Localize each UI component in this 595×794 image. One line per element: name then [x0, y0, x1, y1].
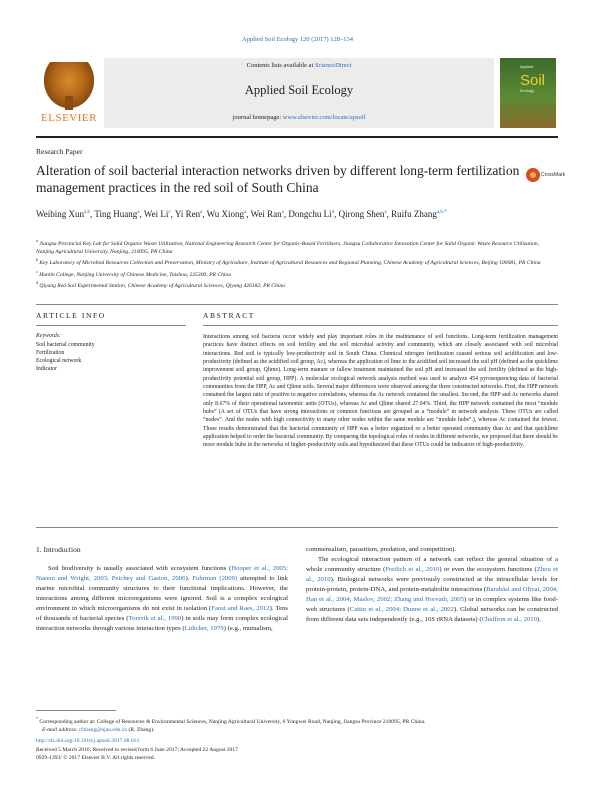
article-title: Alteration of soil bacterial interaction networks driven by different long-term fertilization management practices in the red soil of South China: [36, 163, 520, 195]
article-info-rule: [36, 325, 186, 326]
intro-paragraph: [36, 564, 288, 634]
body-text: ). Tens of thousands of bacterial species (: [36, 605, 288, 622]
intro-right-column: [306, 545, 558, 625]
cover-title: Soil: [520, 72, 546, 89]
footnote-rule: [36, 710, 116, 711]
keywords-label: Keywords:: [36, 333, 61, 339]
homepage-link[interactable]: www.elsevier.com/locate/apsoil: [282, 114, 366, 121]
intro-heading: 1. Introduction: [36, 545, 81, 554]
crossmark-badge[interactable]: [526, 166, 566, 192]
citation-link[interactable]: Faust and Raes, 2012: [211, 605, 270, 612]
corresponding-author-note: * Corresponding author at: College of Resources & Environmental Sciences, Nanjing Agricultural University, 6 Yongwei Road, Nanjing, Jiangsu Province 210095, PR China.: [36, 716, 426, 725]
abstract-heading: ABSTRACT: [203, 311, 255, 320]
keywords-list: [36, 341, 95, 373]
body-text: ) in soils may form complex ecological interaction networks through various interaction types (: [36, 615, 288, 632]
contents-line: Contents lists available at ScienceDirect: [246, 62, 352, 69]
author-list: Weibing Xun$^{a,b}$, Ting Huang$^a$, Wei Li$^c$, Yi Ren$^a$, Wu Xiong$^a$, Wei Ran$^a$, Dongchu Li$^d$, Qirong Shen$^a$, Ruifu Zhang$^{a,b,*}$: [36, 209, 447, 219]
author[interactable]: Wei Li$^c$: [143, 209, 171, 219]
cover-top-text: Applied: [520, 64, 534, 69]
author[interactable]: Weibing Xun$^{a,b}$: [36, 209, 91, 219]
journal-cover[interactable]: [500, 58, 556, 128]
sciencedirect-link[interactable]: ScienceDirect: [314, 62, 352, 69]
intro-continuation: commensalism, parasitism, predation, and competition).: [306, 546, 457, 553]
author[interactable]: Wu Xiong$^a$: [206, 209, 247, 219]
citation-link[interactable]: Cattin et al., 2004; Dunne et al., 2002: [349, 606, 454, 613]
affiliation: $^c$ Hunlin College, Nanjing University of Chinese Medicine, Taizhou, 225300, PR China: [36, 268, 232, 278]
crossmark-label: CrossMark: [541, 172, 566, 178]
copyright-line: 0929-1393/ © 2017 Elsevier B.V. All rights reserved.: [36, 755, 156, 762]
body-text: ).: [185, 575, 193, 582]
body-text: ).: [536, 616, 541, 623]
keyword: Indicator: [36, 366, 57, 372]
affiliations: [36, 237, 558, 290]
journal-header-box: [104, 58, 494, 128]
footnotes: [36, 715, 558, 762]
author[interactable]: Yi Ren$^a$: [174, 209, 203, 219]
doi-link[interactable]: http://dx.doi.org/10.1016/j.apsoil.2017.08.013: [36, 738, 140, 745]
received-dates: Received 5 March 2016; Received in revised form 6 June 2017; Accepted 22 August 2017: [36, 746, 238, 753]
affiliation: $^d$ Qiyang Red Soil Experimental Station, Chinese Academy of Agricultural Sciences, Qiyang 426182, PR China: [36, 279, 285, 289]
publisher-name: ELSEVIER: [41, 112, 97, 124]
body-text: The ecological interaction pattern of a network can reflect the general situation of a whole community structure (: [306, 556, 558, 573]
citation-link[interactable]: Chaffron et al., 2010: [481, 616, 537, 623]
citation-link[interactable]: Barabási and Oltvai, 2004; Han et al., 2004; Maslov, 2002; Zhang and Horvath, 2005: [306, 586, 558, 603]
keyword: Ecological network: [36, 358, 82, 364]
citation-link[interactable]: Torsvik et al., 1990: [128, 615, 182, 622]
abstract-text: Interactions among soil bacteria occur widely and play important roles in the maintenance of soil functions. Long-term fertilization management practices have distinct effects on soil fertility and the soil microbial activity and community, which are closely associated with soil microbial interactions. Red soil is typically low-productivity soil in South China. Chemical nitrogen fertilization caused serious soil acidification and low-productivity (defined as the acidified soil group, Ac), whereas the application of lime to the acidified soil increased the soil pH (defined as the quicklime improvement soil group, Qlime). Long-term manure or fallow treatment maintained the soil pH and increased the soil fertility (defined as the high-productivity potential soil group, HPP). A molecular ecological network analysis method was used to analyze 454 pyrosequencing data of bacterial communities from the HPP, Ac and Qlime soils. Several major differences were observed among the three constructed networks. First, the HPP network contained the largest ratio of positive to negative correlations, whereas the Ac network contained the smallest. Second, the HPP and Ac networks shared only 8.67% of their operational taxonomic units (OTUs), whereas Ac and Qlime shared 27.04%. Third, the HPP network contained the most “module hubs” (A set of OTUs that have strong interactions or common functions are grouped as a “module” in network analysis. These OTUs are called “nodes”. And the nodes with high connectivity to many other nodes within the same module are “module hubs”.), whereas Ac contained the fewest. These results demonstrated that the bacterial community of HPP was a better organized or a better operated community than Ac and that quicklime application helped to order the bacterial community. By comparing the topological roles of nodes in different networks, we proposed that there should be more module hubs in the networks of higher-productivity soils and hypothesized that these OTUs could be indicators of high-productivity.: [203, 334, 558, 449]
body-text: ) or even the ecosystem functions (: [439, 566, 537, 573]
keyword: Fertilization: [36, 350, 65, 356]
citation-link[interactable]: Freilich et al., 2010: [385, 566, 440, 573]
tree-trunk-icon: [65, 96, 73, 110]
citation-link[interactable]: Hooper et al., 2005; Naeem and Wright, 2003; Peichey and Gaston, 2006: [36, 565, 288, 582]
journal-reference[interactable]: Applied Soil Ecology 120 (2017) 128–134: [241, 36, 354, 43]
body-text: Soil biodiversity is usually associated with ecosystem functions (: [48, 565, 232, 572]
abstract-divider: [36, 527, 558, 528]
intro-left-column: [36, 545, 288, 634]
email-line: E-mail address: rfzhang@njau.edu.cn (R. Zhang).: [42, 727, 155, 734]
cover-bottom-text: Ecology: [520, 88, 535, 93]
homepage-line: journal homepage: www.elsevier.com/locate/apsoil: [232, 114, 366, 121]
elsevier-logo[interactable]: [38, 60, 100, 126]
intro-paragraph: [306, 555, 558, 625]
email-link[interactable]: rfzhang@njau.edu.cn: [79, 727, 128, 734]
body-text: ) or in complex systems like food-web structures (: [306, 596, 558, 613]
author[interactable]: Ruifu Zhang$^{a,b,*}$: [391, 209, 447, 219]
affiliation: $^a$ Jiangsu Provincial Key Lab for Solid Organic Waste Utilization, National Engineering Research Center for Organic-Based Fertilizers, Jiangsu Collaborative Innovation Center for Solid Organic Waste Resource Utilization, Nanjing Agricultural University, Nanjing, 210095, PR China: [36, 238, 540, 256]
body-text: ). Biological networks were previously constructed at the intracellular levels for protein-protein, protein-DNA, and protein-metabolite interactions (: [306, 576, 559, 593]
author[interactable]: Wei Ran$^a$: [250, 209, 284, 219]
abstract-rule: [203, 325, 558, 326]
body-text: attempted to link marine microbial community structures to their functional implications. However, the interactions among different microorganisms were ignored. Soil is a complex ecological environment in which microorganisms do not exist in isolation (: [36, 575, 288, 612]
article-type: Research Paper: [36, 147, 83, 156]
citation-link[interactable]: Zhou et al., 2010: [306, 566, 558, 583]
journal-title: Applied Soil Ecology: [244, 83, 354, 97]
header-divider: [36, 136, 558, 138]
article-info-heading: ARTICLE INFO: [36, 311, 106, 320]
body-text: ) (e.g., mutualism,: [223, 625, 273, 632]
citation-link[interactable]: Fuhrman (2009): [192, 575, 238, 582]
affiliation: $^b$ Key Laboratory of Microbial Resources Collection and Preservation, Ministry of Agriculture, Institute of Agricultural Resources and Regional Planning, Chinese Academy of Agricultural Sciences, Beijing 100081, PR China: [36, 257, 541, 267]
crossmark-icon: [526, 168, 540, 182]
affiliation-divider: [36, 304, 558, 305]
author[interactable]: Dongchu Li$^d$: [288, 209, 335, 219]
author[interactable]: Ting Huang$^a$: [94, 209, 140, 219]
keyword: Soil bacterial community: [36, 342, 95, 348]
body-text: ). Global networks can be constructed from different data sets independently (e.g., 16S rRNA datasets) (: [306, 606, 559, 623]
author[interactable]: Qirong Shen$^a$: [338, 209, 387, 219]
citation-link[interactable]: Lidicker, 1979: [184, 625, 224, 632]
